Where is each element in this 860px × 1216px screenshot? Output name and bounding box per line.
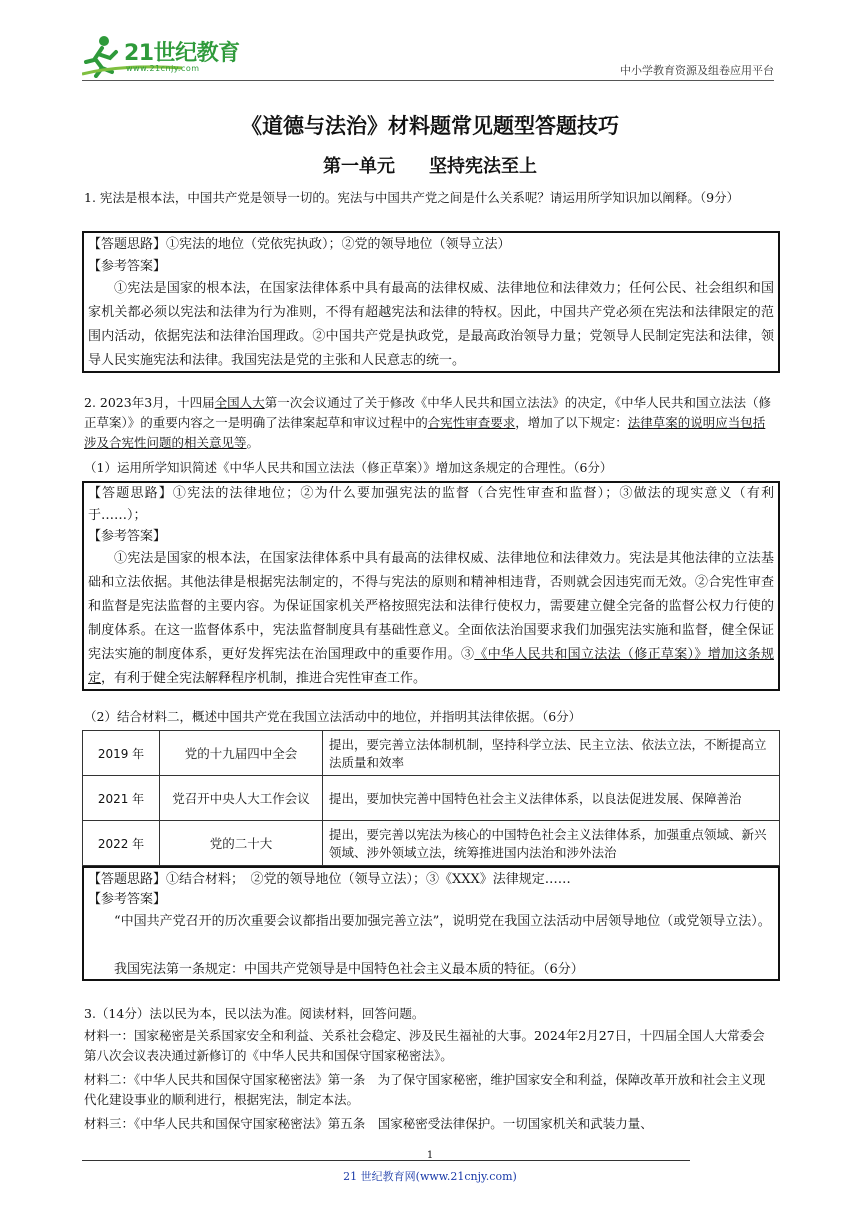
q2-ref-label: 【参考答案】 bbox=[88, 529, 167, 544]
header-divider bbox=[82, 80, 774, 81]
table-row bbox=[83, 821, 780, 866]
q2-answer2-a: “中国共产党召开的历次重要会议都指出要加强完善立法”，说明党在我国立法活动中居领导地位（或党领导立法）。 bbox=[114, 914, 771, 929]
table-meeting: 党的十九届四中全会 bbox=[160, 731, 323, 776]
q2-underline-a: 全国人大 bbox=[214, 395, 265, 410]
q1-answer-box bbox=[82, 231, 780, 373]
q1-hint: 【答题思路】①宪法的地位（党依宪执政）；②党的领导地位（领导立法） bbox=[88, 237, 511, 252]
q1-text: 1. 宪法是根本法，中国共产党是领导一切的。宪法与中国共产党之间是什么关系呢？请运用所学知识加以阐释。（9分） bbox=[84, 190, 740, 205]
q3-text: 3.（14分）法以民为本，民以法为准。阅读材料，回答问题。 bbox=[84, 1006, 425, 1021]
q3-material-1: 材料一：国家秘密是关系国家安全和利益、关系社会稳定、涉及民生福祉的大事。2024年2月27日，十四届全国人大常委会第八次会议表决通过新修订的《中华人民共和国保守国家秘密法》。 bbox=[84, 1028, 765, 1063]
q2-answer-underline: 《中华人民共和国立法法（修正草案）》增加这条规定 bbox=[88, 647, 774, 686]
table-year: 2019 年 bbox=[83, 731, 160, 776]
q2-answer-box bbox=[82, 481, 780, 691]
q1-answer: ①宪法是国家的根本法，在国家法律体系中具有最高的法律权威、法律地位和法律效力；任何公民、社会组织和国家机关都必须以宪法和法律为行为准则，不得有超越宪法和法律的特权。因此，中国共产党必须在宪法和法律限定的范围内活动，依据宪法和法律治国理政。②中国共产党是执政党，是最高政治领导力量；党领导人民制定宪法和法律，领导人民实施宪法和法律。我国宪法是党的主张和人民意志的统一。 bbox=[88, 281, 774, 368]
q2-hint2: 【答题思路】①结合材料； ②党的领导地位（领导立法）；③《XXX》法律规定…… bbox=[88, 872, 571, 887]
q2-underline-b: 合宪性审查要求 bbox=[427, 415, 516, 430]
table-row bbox=[83, 731, 780, 776]
q2-answer bbox=[88, 547, 774, 691]
table-year: 2022 年 bbox=[83, 821, 160, 866]
q2-answer-box-2 bbox=[82, 866, 780, 981]
table-content: 提出，要完善立法体制机制，坚持科学立法、民主立法、依法立法，不断提高立法质量和效率 bbox=[323, 731, 780, 776]
page-number: 1 bbox=[426, 1150, 434, 1161]
q3-material-3: 材料三：《中华人民共和国保守国家秘密法》第五条 国家秘密受法律保护。一切国家机关和武装力量、 bbox=[84, 1116, 653, 1131]
platform-label: 中小学教育资源及组卷应用平台 bbox=[620, 64, 774, 77]
unit-heading bbox=[0, 152, 860, 178]
table-year: 2021 年 bbox=[83, 776, 160, 821]
unit-number: 第一单元 bbox=[323, 156, 395, 177]
q2-text-a: 2. 2023年3月，十四届 bbox=[84, 395, 215, 410]
footer-divider bbox=[82, 1160, 690, 1161]
q3-material-2: 材料二：《中华人民共和国保守国家秘密法》第一条 为了保守国家秘密，维护国家安全和利益，保障改革开放和社会主义现代化建设事业的顺利进行，根据宪法，制定本法。 bbox=[84, 1072, 766, 1107]
q2-sub2: （2）结合材料二，概述中国共产党在我国立法活动中的地位，并指明其法律依据。（6分） bbox=[84, 709, 582, 724]
q2-answer2-b: 我国宪法第一条规定：中国共产党领导是中国特色社会主义最本质的特征。（6分） bbox=[114, 962, 584, 977]
table-meeting: 党召开中央人大工作会议 bbox=[160, 776, 323, 821]
q2-text-d: 。 bbox=[246, 435, 260, 450]
q2-underline-c: 法律草案的说明应当包括涉及合宪性问题的相关意见等 bbox=[84, 415, 766, 450]
table-row bbox=[83, 776, 780, 821]
table-content: 提出，要加快完善中国特色社会主义法律体系，以良法促进发展、保障善治 bbox=[323, 776, 780, 821]
q2-text bbox=[84, 393, 776, 453]
logo-text: 21世纪教育 bbox=[124, 41, 240, 66]
q2-sub1: （1）运用所学知识简述《中华人民共和国立法法（修正草案）》增加这条规定的合理性。（6分） bbox=[84, 460, 613, 475]
q2-text-c: ，增加了以下规定： bbox=[515, 415, 628, 430]
materials-table bbox=[82, 730, 780, 866]
footer-site[interactable]: 21 世纪教育网(www.21cnjy.com) bbox=[343, 1170, 517, 1183]
q2-ref-label-2: 【参考答案】 bbox=[88, 892, 167, 907]
table-content: 提出，要完善以宪法为核心的中国特色社会主义法律体系，加强重点领域、新兴领域、涉外领域立法，统筹推进国内法治和涉外法治 bbox=[323, 821, 780, 866]
table-meeting: 党的二十大 bbox=[160, 821, 323, 866]
q2-hint: 【答题思路】①宪法的法律地位；②为什么要加强宪法的监督（合宪性审查和监督）；③做法的现实意义（有利于……）； bbox=[88, 486, 774, 523]
unit-name: 坚持宪法至上 bbox=[429, 156, 537, 177]
logo-url: www.21cnjy.com bbox=[126, 64, 200, 73]
q2-answer-b: ，有利于健全宪法解释程序机制，推进合宪性审查工作。 bbox=[101, 671, 427, 686]
page-title: 《道德与法治》材料题常见题型答题技巧 bbox=[241, 113, 619, 138]
q2-text-b: 第一次会议通过了关于修改《中华人民共和国立法法》的决定，《中华人民共和国立法法（修正草案）》的重要内容之一是明确了法律案起草和审议过程中的 bbox=[84, 395, 771, 430]
q1-ref-label: 【参考答案】 bbox=[88, 259, 167, 274]
q2-answer-a: ①宪法是国家的根本法，在国家法律体系中具有最高的法律权威、法律地位和法律效力。宪法是其他法律的立法基础和立法依据。其他法律是根据宪法制定的，不得与宪法的原则和精神相违背，否则就会因违宪而无效。②合宪性审查和监督是宪法监督的主要内容。为保证国家机关严格按照宪法和法律行使权力，需要建立健全完备的监督公权力行使的制度体系。在这一监督体系中，宪法监督制度具有基础性意义。全面依法治国要求我们加强宪法实施和监督，健全保证宪法实施的制度体系，更好发挥宪法在治国理政中的重要作用。③ bbox=[88, 551, 774, 662]
